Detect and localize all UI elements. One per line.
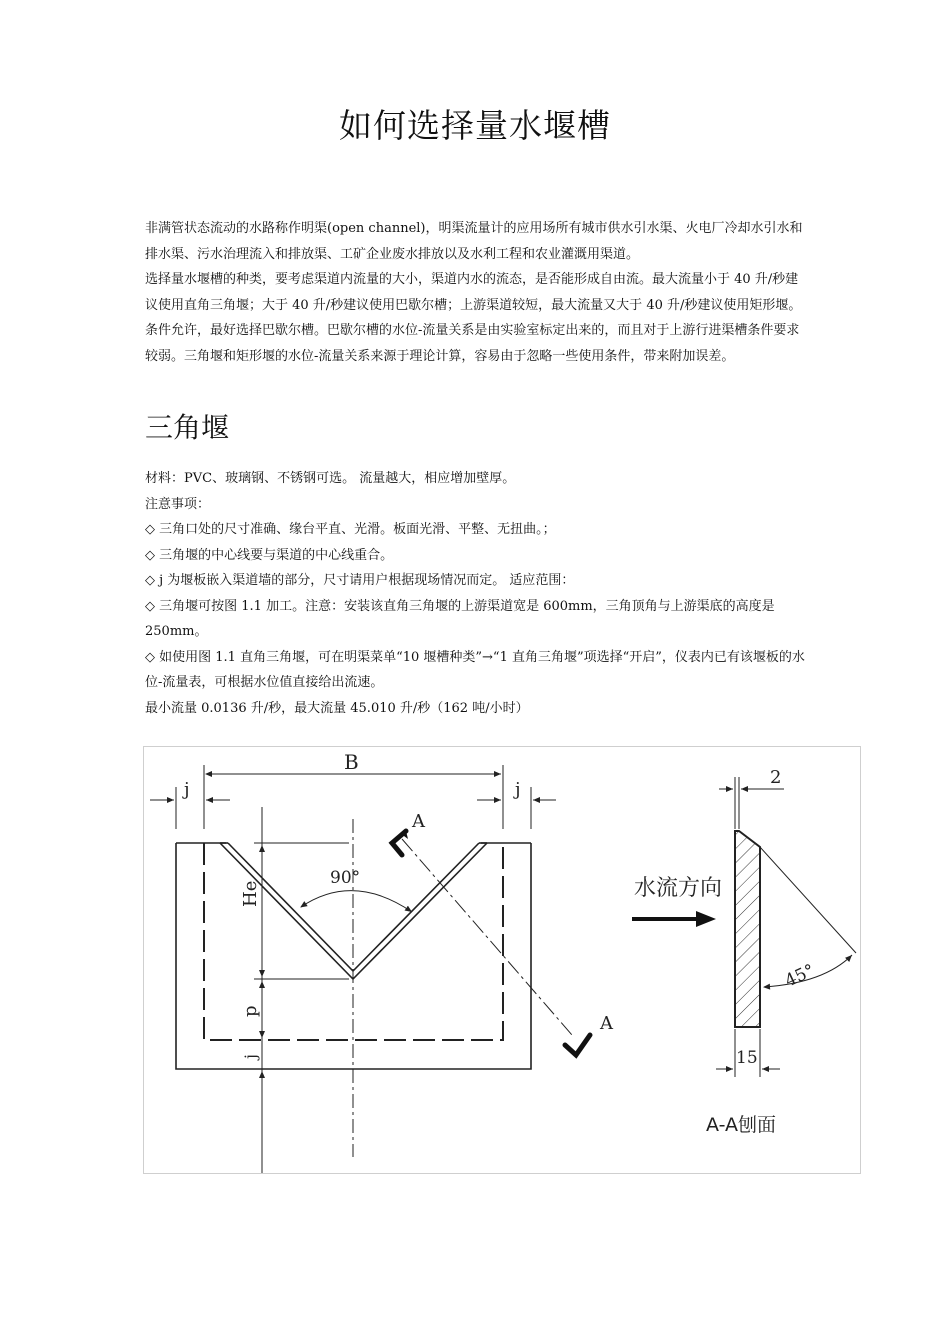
intro-text: [145, 216, 810, 369]
label-angle: 90°: [330, 868, 361, 888]
label-dim-2: 2: [770, 767, 782, 788]
intro-paragraph: 选择量水堰槽的种类，要考虑渠道内流量的大小，渠道内水的流态，是否能形成自由流。最大流量小于 40 升/秒建议使用直角三角堰；大于 40 升/秒建议使用巴歇尔槽；上游渠道较短，最大流量又大于 40 升/秒建议使用矩形堰。: [145, 272, 802, 313]
label-j: j: [184, 779, 190, 800]
angle-arc: [301, 891, 412, 912]
note-item: ◇ 三角堰可按图 1.1 加工。注意：安装该直角三角堰的上游渠道宽是 600mm，三角顶角与上游渠底的高度是 250mm。: [145, 598, 775, 639]
weir-diagram: [143, 746, 861, 1174]
note-item: ◇ 三角堰的中心线要与渠道的中心线重合。: [145, 547, 394, 563]
note-item: ◇ j 为堰板嵌入渠道墙的部分，尺寸请用户根据现场情况而定。 适应范围：: [145, 573, 575, 588]
section-title: 三角堰: [145, 411, 230, 444]
flow-range-line: 最小流量 0.0136 升/秒，最大流量 45.010 升/秒（162 吨/小时）: [145, 700, 529, 716]
label-j: j: [241, 1054, 260, 1059]
intro-paragraph: 条件允许，最好选择巴歇尔槽。巴歇尔槽的水位-流量关系是由实验室标定出来的，而且对于上游行进渠槽条件要求较弱。三角堰和矩形堰的水位-流量关系来源于理论计算，容易由于忽略一些使用条件，带来附加误差。: [145, 323, 800, 364]
label-dim-15: 15: [736, 1048, 758, 1068]
intro-paragraph: 非满管状态流动的水路称作明渠(open channel)，明渠流量计的应用场所有城市供水引水渠、火电厂冷却水引水和排水渠、污水治理流入和排放渠、工矿企业废水排放以及水利工程和农业灌溉用渠道。: [145, 221, 803, 262]
dimension-vertical: [254, 807, 349, 1173]
note-item: ◇ 三角口处的尺寸准确、缘台平直、光滑。板面光滑、平整、无扭曲。；: [145, 522, 556, 537]
label-p: p: [240, 1005, 261, 1017]
plate-section: [735, 831, 760, 1027]
section-caption: A-A刨面: [706, 1114, 777, 1136]
label-j: j: [515, 779, 521, 800]
section-mark-bottom: [565, 1035, 590, 1055]
page-title: 如何选择量水堰槽: [339, 106, 611, 145]
label-b: B: [344, 750, 359, 774]
note-item: ◇ 如使用图 1.1 直角三角堰，可在明渠菜单“10 堰槽种类”→“1 直角三角堰”项选择“开启”，仪表内已有该堰板的水位-流量表，可根据水位值直接给出流速。: [145, 649, 805, 690]
bevel-line: [760, 847, 856, 953]
material-line: 材料：PVC、玻璃钢、不锈钢可选。 流量越大，相应增加壁厚。: [145, 471, 516, 486]
section-text: [145, 466, 810, 721]
label-a: A: [600, 1013, 613, 1034]
label-flow-direction: 水流方向: [634, 876, 723, 901]
label-angle-45: 45°: [782, 960, 818, 992]
label-he: He: [240, 880, 261, 907]
label-a: A: [412, 811, 425, 832]
section-line: [402, 839, 572, 1035]
dimension-j-left: [150, 787, 230, 829]
notes-heading: 注意事项：: [145, 496, 211, 512]
